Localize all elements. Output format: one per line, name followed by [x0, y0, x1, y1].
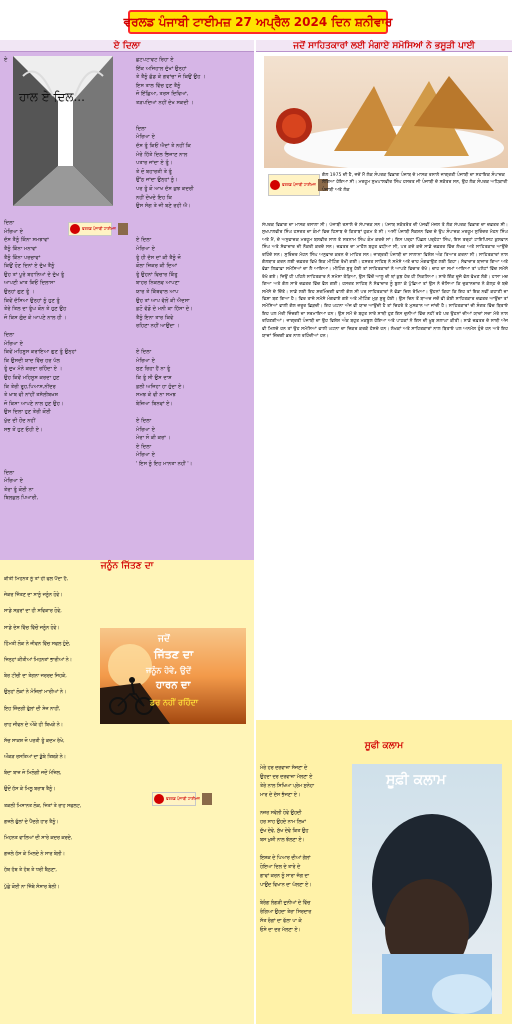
image-headline-1: ਜਦੋਂ [158, 634, 170, 644]
badge-label: ਵਰਲਡ ਪੰਜਾਬੀ ਟਾਈਮਜ਼ [166, 796, 200, 801]
image-headline-4: ਹਾਰਨ ਦਾ [156, 680, 191, 691]
cyclist-illustration [100, 628, 246, 724]
logo-icon [70, 224, 80, 234]
image-headline-3: ਜਨੂੰਨ ਹੋਵੇ, ਉਦੋਂ [146, 666, 192, 675]
masthead-title: ਵਰਲਡ ਪੰਜਾਬੀ ਟਾਈਮਜ਼ 27 ਅਪ੍ਰੈਲ 2024 ਦਿਨ ਸ਼ਨੀਵਾਰ [123, 14, 393, 29]
logo-icon [154, 794, 164, 804]
hallway-caption: ਹਾਲ ਏ ਦਿਲ... [19, 90, 85, 104]
badge-label: ਵਰਲਡ ਪੰਜਾਬੀ ਟਾਈਮਜ਼ [82, 226, 116, 231]
motivational-image [100, 628, 246, 724]
author-photo [202, 793, 212, 805]
logo-icon [270, 180, 280, 190]
author-photo [118, 223, 128, 235]
woman-in-knit-hat-illustration [352, 764, 502, 1014]
badge-label: ਵਰਲਡ ਪੰਜਾਬੀ ਟਾਈਮਜ਼ [282, 182, 316, 187]
samosa-article-body: ਸੰਪਰਕ ਵਿਭਾਗ ਦਾ ਮਾਸਕ ਰਸਾਲਾ ਸੀ। ਪੰਜਾਬੀ ਰਸਾਲੇ ਦੇ ਸੰਪਾਦਕ ਸਨ। ਪੰਜਾਬ ਸਕੱਤਰੇਤ ਦੀ ਪੰਜਵੀਂ ਮੰਜ਼ਲ ਤੇ ਲੋਕ ਸੰਪਰਕ ਵਿਭਾਗ ਦਾ ਦਫ਼ਤਰ ਸੀ। ਸੁਖਪਾਲਵੀਰ ਸਿੰਘ ਹਸਰਤ ਦਾ ਕੰਮਾਂ ਵਿਚ ਹਿਸਾਬ ਦੇ ਕਿਤਾਬਾਂ ਹੁਕਮ ਤੇ ਸੀ। ਅਸੀਂ ਪੰਜਾਬੀ ਸੈਕਸ਼ਨ ਵਿਚ ਦੋ ਉਪ ਸੰਪਾਦਕ ਮਰਹੂਮ ਸੁਰਿੰਦਰ ਮੋਹਨ ਸਿੰਘ ਅਤੇ ਮੈਂ, ਦੋ ਅਨੁਵਾਦਕ ਮਰਹੂਮ ਬਲਵੀਰ ਸਾਲ ਤੇ ਸਤਨਾਮ ਸਿੰਘ ਕੰਮ ਕਰਦੇ ਸਾਂ। ਇਸ ਪਰ੍ਹਾ ਪਿੱਛਲ ਪਰ੍ਹੇਟਾ ਸਿੰਘ, ਇਸ ਤਰ੍ਹਾਂ ਟਾਇਪਿਸਟ ਕੁਲਵਾਨ ਸਿੰਘ ਅਤੇ ਸੇਵਾਦਾਰ ਦੀ ਨੌਕਰੀ ਕਰਦੇ ਸਨ। ਦਫ਼ਤਰ ਦਾ ਮਾਹੌਲ ਬਹੁਤ ਵਧੀਆ ਸੀ, ਪਰ ਕਦੇ ਕਦੇ ਸਾਡੇ ਦਫ਼ਤਰ ਵਿੱਚ ਲੇਖਕ ਅਤੇ ਸਾਹਿਤਕਾਰ ਆਉਂਦੇ ਰਹਿੰਦੇ ਸਨ। ਸੁਰਿੰਦਰ ਮੋਹਨ ਸਿੰਘ ਅਨੁਵਾਦ ਕਰਨ ਦੇ ਮਾਹਿਰ ਸਨ। ਜਾਗ੍ਰਤੀ ਪੰਜਾਬੀ ਦਾ ਸਾਲਾਨਾ ਵਿਸ਼ੇਸ਼ ਅੰਕ ਤਿਆਰ ਕਰਨਾ ਸੀ। ਸਾਹਿਤਕਾਰਾਂ ਨਾਲ ਗੱਲਬਾਤ ਕਰਨ ਲਈ ਦਫ਼ਤਰ ਵਿਖੇ ਇਕ ਮੀਟਿੰਗ ਰੱਖੀ ਗਈ। ਹਸਰਤ ਸਾਹਿਬ ਨੇ ਸਮੋਸੇ ਅਤੇ ਚਾਹ ਮੰਗਵਾਉਣ ਲਈ ਕਿਹਾ। ਸੇਵਾਦਾਰ ਬਾਜ਼ਾਰ ਗਿਆ ਅਤੇ ਵੱਡਾ ਲਿਫ਼ਾਫ਼ਾ ਸਮੋਸਿਆਂ ਦਾ ਲੈ ਆਇਆ। ਮੀਟਿੰਗ ਸ਼ੁਰੂ ਹੋਈ ਤਾਂ ਸਾਹਿਤਕਾਰਾਂ ਨੇ ਆਪਣੇ ਵਿਚਾਰ ਰੱਖੇ। ਚਾਹ ਦਾ ਸਮਾਂ ਆਇਆ ਤਾਂ ਪਲੇਟਾਂ ਵਿੱਚ ਸਮੋਸੇ ਰੱਖੇ ਗਏ। ਜਿਉਂ ਹੀ ਪਹਿਲੇ ਸਾਹਿਤਕਾਰ ਨੇ ਸਮੋਸਾ ਤੋੜਿਆ, ਉਸ ਵਿੱਚੋਂ ਆਲੂ ਦੀ ਥਾਂ ਕੁਝ ਹੋਰ ਹੀ ਨਿਕਲਿਆ। ਸਾਰੇ ਇੱਕ ਦੂਜੇ ਵੱਲ ਵੇਖਣ ਲੱਗੇ। ਹਾਸਾ ਮਚ ਗਿਆ ਅਤੇ ਗੱਲ ਸਾਰੇ ਦਫ਼ਤਰ ਵਿੱਚ ਫੈਲ ਗਈ। ਹਸਰਤ ਸਾਹਿਬ ਨੇ ਸੇਵਾਦਾਰ ਨੂੰ ਬੁਲਾ ਕੇ ਪੁੱਛਿਆ ਤਾਂ ਉਸ ਨੇ ਦੱਸਿਆ ਕਿ ਦੁਕਾਨਦਾਰ ਨੇ ਕੱਲ੍ਹ ਦੇ ਬਚੇ ਸਮੋਸੇ ਦੇ ਦਿੱਤੇ। ਸਾਡੇ ਲਈ ਇਹ ਸ਼ਰਮਿੰਦਗੀ ਵਾਲੀ ਗੱਲ ਸੀ ਪਰ ਸਾਹਿਤਕਾਰਾਂ ਨੇ ਵੱਡਾ ਦਿਲ ਰੱਖਿਆ। ਉਹਨਾਂ ਕਿਹਾ ਕਿ ਇਹ ਤਾਂ ਇਕ ਨਵੀਂ ਕਹਾਣੀ ਦਾ ਵਿਸ਼ਾ ਬਣ ਗਿਆ ਹੈ। ਫਿਰ ਤਾਜ਼ੇ ਸਮੋਸੇ ਮੰਗਵਾਏ ਗਏ ਅਤੇ ਮੀਟਿੰਗ ਮੁੜ ਸ਼ੁਰੂ ਹੋਈ। ਉਸ ਦਿਨ ਤੋਂ ਬਾਅਦ ਜਦੋਂ ਵੀ ਕੋਈ ਸਾਹਿਤਕਾਰ ਦਫ਼ਤਰ ਆਉਂਦਾ ਤਾਂ ਸਮੋਸਿਆਂ ਵਾਲੀ ਗੱਲ ਜ਼ਰੂਰ ਛਿੜਦੀ। ਇਹ ਘਟਨਾ ਅੱਜ ਵੀ ਯਾਦ ਆਉਂਦੀ ਹੈ ਤਾਂ ਚਿਹਰੇ ਤੇ ਮੁਸਕਾਨ ਆ ਜਾਂਦੀ ਹੈ। ਸਾਹਿਤਕਾਰਾਂ ਦੀ ਸੰਗਤ ਵਿੱਚ ਬਿਤਾਏ ਇਹ ਪਲ ਮੇਰੀ ਜ਼ਿੰਦਗੀ ਦਾ ਸਰਮਾਇਆ ਹਨ। ਉਸ ਸਮੇਂ ਦੇ ਬਹੁਤ ਸਾਰੇ ਸਾਥੀ ਹੁਣ ਇਸ ਦੁਨੀਆਂ ਵਿੱਚ ਨਹੀਂ ਰਹੇ ਪਰ ਉਹਨਾਂ ਦੀਆਂ ਯਾਦਾਂ ਸਦਾ ਮੇਰੇ ਨਾਲ ਰਹਿਣਗੀਆਂ। ਜਾਗ੍ਰਤੀ ਪੰਜਾਬੀ ਦਾ ਉਹ ਵਿਸ਼ੇਸ਼ ਅੰਕ ਬਹੁਤ ਮਕਬੂਲ ਹੋਇਆ ਅਤੇ ਪਾਠਕਾਂ ਨੇ ਇਸ ਦੀ ਖ਼ੂਬ ਸ਼ਲਾਘਾ ਕੀਤੀ। ਸਾਡੇ ਦਫ਼ਤਰ ਦੇ ਸਾਥੀ ਅੱਜ ਵੀ ਮਿਲਦੇ ਹਨ ਤਾਂ ਉਹ ਸਮੋਸਿਆਂ ਵਾਲੀ ਘਟਨਾ ਦਾ ਜ਼ਿਕਰ ਕਰਕੇ ਹੱਸਦੇ ਹਨ। ਲੇਖਕਾਂ ਅਤੇ ਸਾਹਿਤਕਾਰਾਂ ਨਾਲ ਬਿਤਾਏ ਪਲ ਅਨਮੋਲ ਹੁੰਦੇ ਹਨ ਅਤੇ ਇਹ ਯਾਦਾਂ ਜ਼ਿੰਦਗੀ ਭਰ ਨਾਲ ਰਹਿੰਦੀਆਂ ਹਨ। [262, 223, 508, 340]
sufi-image [352, 764, 502, 1014]
poem-right-column: ਛਟਪਟਾਵਟ ਰਿਹਾ ਏ ਇੱਕ ਅਜਿਹਾਲ ਦੁੱਖਾਂ ਉਨ੍ਹਾਂ ਤੇ ਤੈਨੂੰ ਛੱਡ ਕੇ ਗਵਾਂਚਾ ਜੋ ਕਿਉਂ ਉਹ । ਇਸ ਤਾਲ ਵਿੱਚ ਹੁਣ ਤੈਨੂੰ ਜੋ ਇੱਛਿਆ, ਤਰਸ ਦਿਵਿਆਂ, ਤੜਪਦਿਆਂ ਨਹੀਂ ਦੇਖ ਸਕਦੀ । ਦਿਲਾ ਮੇਰਿਆ ਏ ਦੱਸ ਤੂੰ ਕਿਓਂ ਐਦਾਂ ਤੇ ਨਹੀਂ ਕਿ ਮੇਰੇ ਹਿੱਤੇ ਦਿਲ ਭਿਜਾਣ ਨਾਲ ਪਤਾਰ ਜਾਂਦਾ ਏ ਤੂੰ। ਤੇ ਦੋ ਬਹਾਰਤੀ ਤੇ ਤੂੰ ਉੱਠ ਜਾਂਦਾ ਉਨ੍ਹਾਂ ਨੂੰ। ਪਰ ਤੂੰ ਕੋ ਆਖ ਦੱਸ ਕੁਝ ਕਦਰੀ ਨਹੀਂ ਦੇਖਦੇ ਇਹ ਕਿ ਉਸ ਸੰਗ ਤੇ ਜੀ ਬਣੇ ਰਹੀ ਐ। ਏ ਦਿਲਾ ਮੇਰਿਆ ਏ ਤੂੰ ਹੀ ਦੱਸ ਦਾਂ ਕੀ ਤੈਨੂੰ ਜੋ ਕੋਲਾ ਜ਼ਿਕਰ ਕੀ ਦਿਆਂ ਤੂੰ ਉਹਨਾਂ ਵਿਚਾਰ ਕਿੰਤੂ ਬਾਹਰ ਨਿਕਲਵ ਆਪਣਾ ਯਾਰ ਤੇ ਕਿੱਥਵਾਲ ਆਪ ਉਹ ਤਾਂ ਆਪ ਵੱਲੋਂ ਕੀ ਐਦਸਾ ਫ਼ਟੋ ਵੱਡੋ ਦੇ ਮਨੀ ਕਾ ਹਿੱਸਾ ਦੇ। ਤੈਨੂੰ ਇਨਾ ਤਾਰ ਕਿਵੇ ਰਹਿਣਾ ਨਹੀਂ ਆਉਂਦਾ । ਏ ਦਿਲਾ ਮੇਰਿਆ ਏ ਸੁਣ ਰਿਹਾ ਹੈਂ ਨਾ ਤੂੰ ਕਿ ਤੂੰ ਸੀ ਉਸ ਦਾਸ਼ ਫ਼ਲੀ ਅਜਿਹਾ ਹਾ ਹੁੰਦਾ ਏ। ਸਮਝ ਕੇ ਵੀ ਨਾ ਸਮਝ ਬੇਜ਼ਿਆ ਬਿਨਵਾਂ ਏ। ਏ ਦਿਲਾ ਮੇਰਿਆ ਏ ਮੇਰਾ ਸੋ ਕੀ ਕਰਾਂ । ਏ ਦਿਲਾ ਮੇਰਿਆ ਏ ' ਇਸ ਨੂੰ ਇਹ ਮਾਨਤਾ ਨਹੀਂ '। [136, 57, 206, 467]
image-headline-2: ਜਿੱਤਣ ਦਾ [154, 648, 194, 661]
author-badge-3 [152, 792, 200, 806]
samosa-illustration [264, 56, 508, 168]
header-banner [0, 0, 512, 40]
author-badge-2 [268, 174, 320, 196]
sufi-poem: ਮੇਰੇ ਹਰ ਦਰਵਾਜ਼ਾ ਸੱਜਣਾ ਦੇ ਉਹਦਾ ਦਰ ਦਰਵਾਜ਼ਾ ਮੱਲਣਾ ਏ ਤੇਰੇ ਨਾਲ ਸਿਖਿਆ ਪ੍ਰੇਮ ਸੁਨੇਹਾ ਮਾਰ ਦੇ ਦੱਸ ਭੱਜਣਾ ਏ। ਨਜ਼ਰ ਸਵੱਲੀ ਹੋਵੇ ਉਹਦੀ ਹਰ ਸਾਹ ਉਹਦੇ ਨਾਮ ਲਿਖਾਂ ਦੁੱਖ ਦੇਵੇ, ਸੁੱਖ ਦੇਵੇ ਕਿਤ ਉਹ ਬਸ ਖੁਸ਼ੀ ਨਾਲ ਝੱਲਣਾ ਏ। ਇਸ਼ਕ ਦੇ ਪਿਆਰ ਦੀਆਂ ਗੱਲਾਂ ਹੋਇਆ ਦਿਲ ਦੇ ਤਾਰੇ ਦੇ ਗਾਵਾਂ ਕਰਨ ਨੂੰ ਸਾਰਾ ਜੱਗ ਦਾ ਪਾਉਂਦ ਵਿਖਾਨ ਦਾ ਘੱਲਣਾ ਏ। ਬੇਰੰਗ ਲੰਗੜੀ ਦੁਨੀਆਂ ਦੇ ਵਿੱਚ ਰੰਗਿਆ ਉਹਦਾ ਤੇਰਾ ਸਿਰਦਾਰ ਸੱਤ ਰੰਗਾਂ ਦਾ ਫੱਲਾ ਪਾ ਕੇ ਓਸੇ ਦਾ ਦਰ ਮੱਲਣਾ ਏ। [260, 766, 315, 933]
masthead [123, 10, 393, 34]
jitan-poem: ਕੀਤੀ ਮਿਹਨਤ ਨੂੰ ਤਾਂ ਹੀ ਫਲ ਪੈਂਦਾ ਹੈ, ਜੇਕਰ ਜਿੱਤਣ ਦਾ ਸਾਨੂੰ ਜਨੂੰਨ ਹੋਵੇ। ਸਾਡੇ ਸਫ਼ਰਾਂ ਦਾ ਹੀ ਸਵਿਕਾਰ ਹੋਵੇ, ਸਾਡੇ ਦੇਸ ਵਿੱਚ ਵਿੱਚੋਂ ਜਨੂੰਨ ਹੋਵੇ। ਹਿੰਮਤੀ ਲੋਕ ਨੇ ਜੀਵਨ ਵਿੱਚ ਸਫਲ ਹੁੰਦੇ, ਜਿਨ੍ਹਾਂ ਕੀਤੀਆਂ ਮਿਹਨਤਾਂ ਭਾਰੀਆਂ ਨੇ। ਬੇਰ ਟੀਚੀ ਦਾ ਤੇਗਨਾ ਜਰਰਦ ਜਿਹਕੇ, ਉਨ੍ਹਾਂ ਲੋਕਾਂ ਨੇ ਮੰਜ਼ਿਲਾਂ ਮਾਰੀਆਂ ਨੇ। ਇਹ ਜ਼ਿੰਦਗੀ ਫੁੱਲਾਂ ਦੀ ਸੇਜ ਨਾਹੀਂ, ਰਾਹ ਜੀਵਨ ਦੇ ਔਕੇ ਹੀ ਬਿਖੜੇ ਨੇ। ਸੱਚ ਸਾਕਸ਼ ਜੋ ਪਰਤੀ ਤੂੰ ਕਦਮ ਰੱਖੇ, ਔਕੜ ਰਸਤਿਆਂ ਦਾ ਡੁੱਬੇ ਤਿਥੜੇ ਨੇ। ਬੰਦਾ ਬਾਜ਼ ਜੋ ਮਿਲੋਗੀ ਜਦੋਂ ਮੰਜ਼ਿਲ, ਉਦੋਂ ਹੱਸ ਕੇ ਮਿਲੂ ਬਰਾਬ ਤੈਨੂੰ। ਤਕਲੀ ਮਿਸਾਨਤ ਲੋਕ, ਜਿਤਾਂ ਤੇ ਰਾਹ ਸਫਲਟ, ਗਜਲੇ ਫੁੱਲਾਂ ਦੇ ਪੈਂਦਗੇ ਹਾਰ ਤੈਨੂੰ। ਮਿਹਨਤ ਵਾਲਿਆਂ ਦੀ ਸਾਰੇ ਕਦਰ ਕਰਦੇ, ਗਜਲੇ ਹੱਸ ਕੇ ਮਿਲਦੇ ਨੇ ਸਾਰ ਬੇਲੀ। ਹੱਥ ਹੱਥ ਤੇ ਹੱਥ ਤੇ ਧਰੀ ਬੈਠਣਾ, ਪੁੱਛੇ ਕੋਈ ਨਾ ਜਿੱਥੇ ਸੰਸਾਰ ਬੇਲੀ। [4, 577, 82, 890]
samosa-article-title: ਜਦੋਂ ਸਾਹਿਤਕਾਰਾਂ ਲਈ ਮੰਗਾਏ ਸਮੋਸਿਆਂ ਨੇ ਭਸੂੜੀ ਪਾਈ [256, 40, 512, 52]
left-article-title: ਏ ਦਿਲਾ [0, 40, 254, 52]
samosa-image [264, 56, 508, 168]
poem-left-column: ਏ ਦਿਲਾ ਮੇਰਿਆ ਏ ਦੱਸ ਤੈਨੂੰ ਕਿੰਨਾ ਸਮਝਾਵਾਂ ਤੈਨੂੰ ਕਿੰਨਾ ਮਨਾਵਾਂ ਤੈਨੂੰ ਕਿੰਨਾ ਪਰਚਾਵਾਂ ਕਿਉਂ ਹੋਣ ਦਿਨਾਂ ਏ ਦੁੱਖ ਤੈਨੂੰ ਉਹ ਤਾਂ ਪੂਰੇ ਬਹਾਨਿਆਂ ਦੇ ਦੁੱਖ ਤੂੰ ਆਪਣੀ ਖ਼ਾਤ ਕਿਓਂ ਦਿਲਾਸਾ ਉਨ੍ਹਾਂ ਗੁਣ ਤੂੰ । ਕਿਵੇਂ ਦੱਸਿਆ ਉਨ੍ਹਾਂ ਨੂੰ ਹੁਣ ਤੂੰ ਤੇਰੇ ਤਿਲ ਦਾ ਤੂੰਘ ਕੋਨ ਤੇ ਹੁਣ ਉਹ ਜੋ ਕਿਸ ਗੁੰਦ ਕੇ ਆਪਣੇ ਨਾਲ ਹੀ । ਦਿਲਾ ਮੇਰਿਆ ਏ ਕਿਵੇਂ ਮਹਿਸੂਸ ਕਰਾਇਆ ਗੁਣ ਤੂੰ ਉਨ੍ਹਾਂ ਕਿ ਉਸਦੀ ਯਾਦ ਵਿੱਚ ਹਰ ਪੱਲ ਤੂੰ ਦੁਖ ਮੰਨੇ ਕਰਦਾ ਰਹਿੰਦਾ ਏ । ਉਹ ਕਿਵੇਂ ਮਹਿਸੂਸ ਕਰਦਾ ਹੁਣ ਕਿ ਤੇਰੀ ਰੂਹ,ਪਿਆਸ,ਨੀਂਦਰ ਤੇ ਖ਼ਾਬ ਵੀ ਨਾਂਹੀਂ ਤਸੱਲੀਬਖ਼ਸ਼ ਜੋ ਕਿਸਾ ਆਪਣੇ ਨਾਲ ਹੁਣ ਉਹ। ਉਸ ਦਿਲਾ ਹੁਣ ਤੇਰੀ ਕੋਈ ਖੁੱਦ ਦੀ ਹੋਂਦ ਨਹੀਂ ਸਭ ਤੋਂ ਹੁਣ ਓਹੀ ਏ। ਦਿਲਾ ਮੇਰਿਆ ਏ ਤੇਰਾ ਤੂੰ ਕੋਈ ਨਾ ਬਿਲਕੁਲ ਪਿਆਰੀ, [4, 57, 77, 502]
sufi-article-title: ਸੂਫੀ ਕਲਾਮ [256, 740, 512, 752]
sufi-image-title: ਸੂਫ਼ੀ ਕਲਾਮ [386, 772, 446, 788]
samosa-article-lead: ਗੱਲ 1975 ਦੀ ਹੈ, ਜਦੋਂ ਮੈਂ ਲੋਕ ਸੰਪਰਕ ਵਿਭਾਗ ਪੰਜਾਬ ਦੇ ਮਾਸਕ ਰਸਾਲੇ ਜਾਗ੍ਰਤੀ ਪੰਜਾਬੀ ਦਾ ਸਹਾਇਕ ਸੰਪਾਦਕ ਲੱਗਿਆ ਹੋਇਆ ਸੀ। ਮਰਹੂਮ ਸੁਖਪਾਲਵੀਰ ਸਿੰਘ ਹਸਰਤ ਜੀ ਪੰਜਾਬੀ ਦੇ ਸਕੱਤਰ ਸਨ, ਉਹ ਲੋਕ ਸੰਪਰਕ ਅਧਿਕਾਰੀ ਪੰਜਾਬੀ ਅਤੇ ਲੋਕ [322, 173, 508, 193]
image-headline-5: ਡਰ ਨਹੀਂ ਰਹਿੰਦਾ [150, 698, 199, 707]
author-badge [68, 222, 116, 236]
jitan-article-title: ਜਨੂੰਨ ਜਿੱਤਣ ਦਾ [0, 560, 254, 572]
